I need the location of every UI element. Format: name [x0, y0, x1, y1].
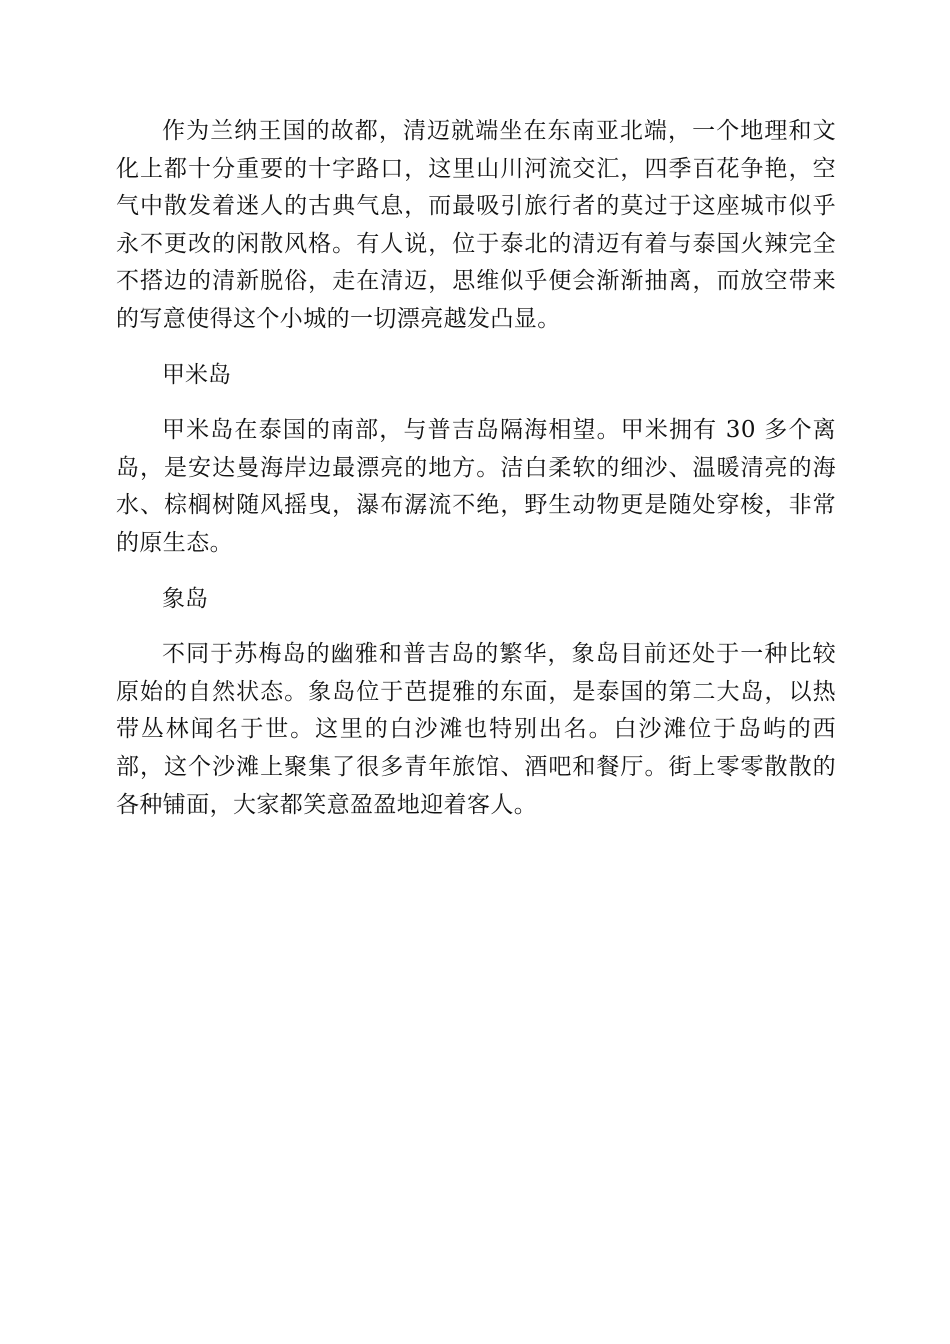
document-body	[116, 113, 836, 824]
paragraph-krabi: 甲米岛在泰国的南部，与普吉岛隔海相望。甲米拥有 30 多个离岛，是安达曼海岸边最漂亮的地方。洁白柔软的细沙、温暖清亮的海水、棕榈树随风摇曳，瀑布潺流不绝，野生动物更是随处穿梭，非常的原生态。	[116, 417, 836, 556]
paragraph-koh-chang: 不同于苏梅岛的幽雅和普吉岛的繁华，象岛目前还处于一种比较原始的自然状态。象岛位于芭提雅的东面，是泰国的第二大岛，以热带丛林闻名于世。这里的白沙滩也特别出名。白沙滩位于岛屿的西部，这个沙滩上聚集了很多青年旅馆、酒吧和餐厅。街上零零散散的各种铺面，大家都笑意盈盈地迎着客人。	[116, 641, 836, 818]
section-heading-krabi: 甲米岛	[162, 361, 231, 388]
paragraph-chiang-mai: 作为兰纳王国的故都，清迈就端坐在东南亚北端，一个地理和文化上都十分重要的十字路口，这里山川河流交汇，四季百花争艳，空气中散发着迷人的古典气息，而最吸引旅行者的莫过于这座城市似乎永不更改的闲散风格。有人说，位于泰北的清迈有着与泰国火辣完全不搭边的清新脱俗，走在清迈，思维似乎便会渐渐抽离，而放空带来的写意使得这个小城的一切漂亮越发凸显。	[116, 118, 836, 332]
section-heading-koh-chang: 象岛	[162, 585, 208, 612]
